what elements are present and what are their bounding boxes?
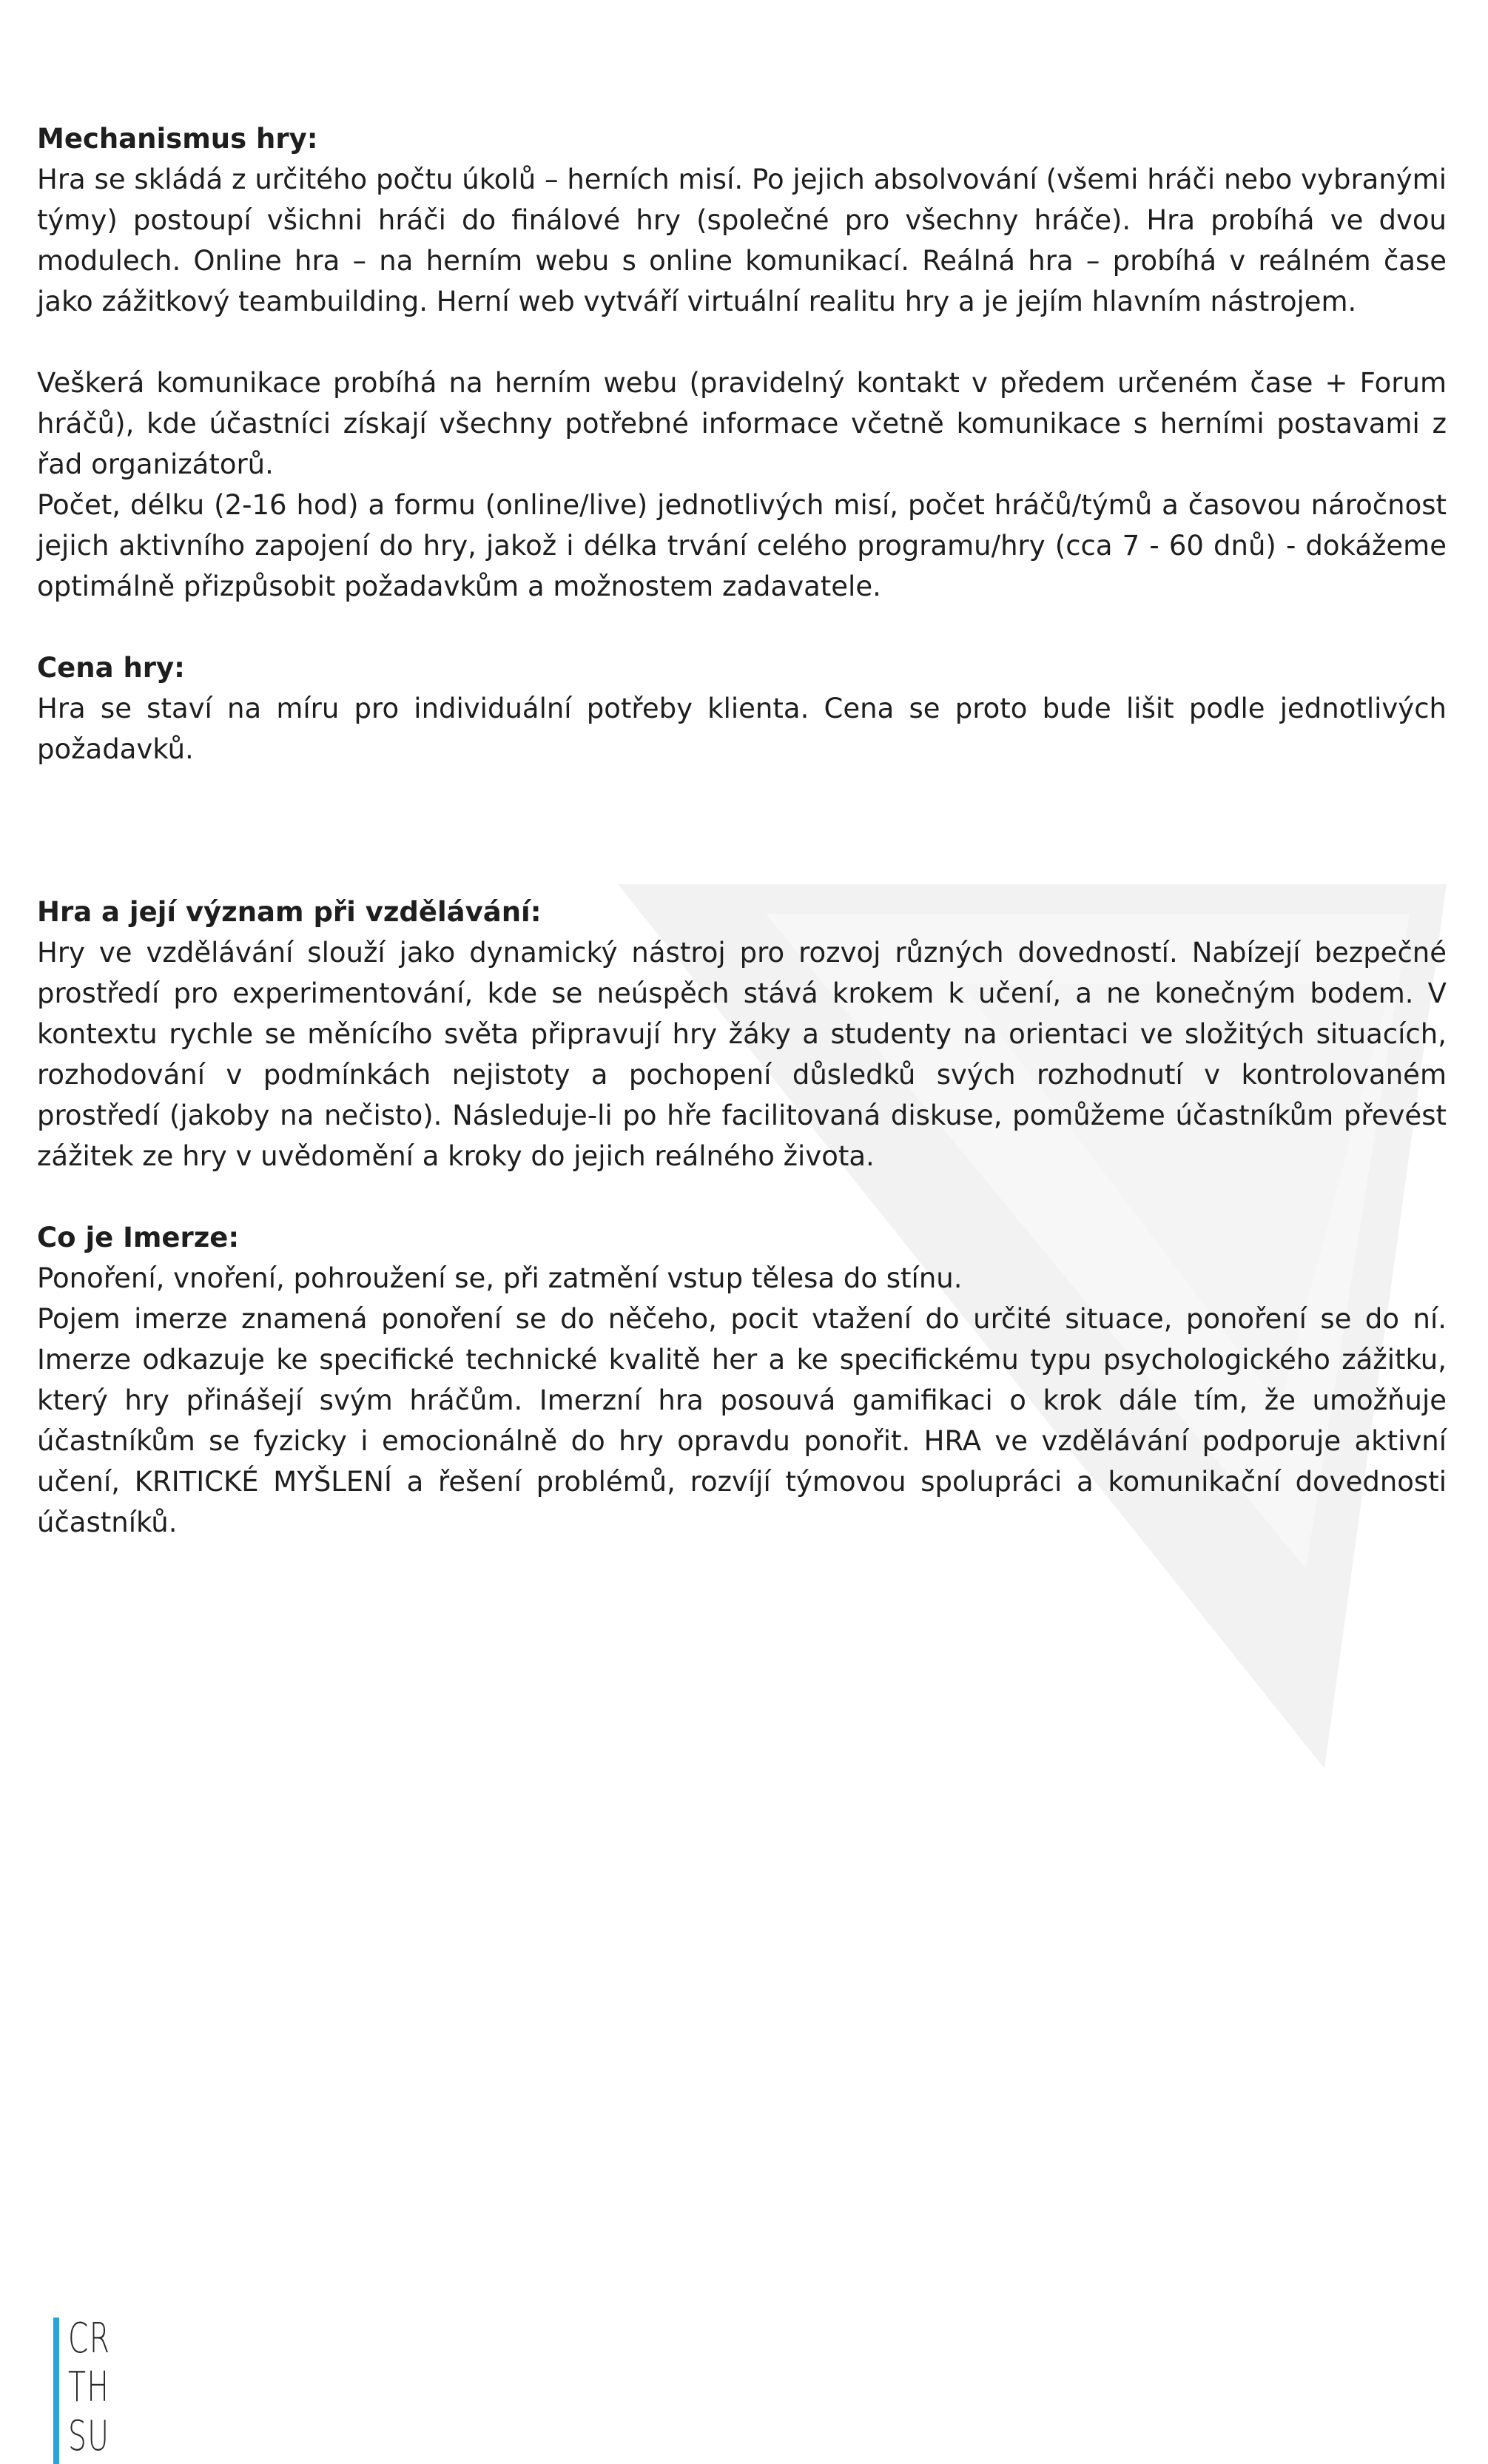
section-vyznam xyxy=(37,892,1447,1177)
section-heading: Hra a její význam při vzdělávání: xyxy=(37,896,542,928)
document-body xyxy=(37,118,1447,1543)
paragraph: Veškerá komunikace probíhá na herním webu (pravidelný kontakt v předem určeném čase + Forum hráčů), kde účastníci získají všechny potřebné informace včetně komunikace s herními postavami z řad organizátorů. xyxy=(37,367,1447,480)
section-imerze xyxy=(37,1217,1447,1543)
logo-accent-bar xyxy=(53,2317,59,2464)
paragraph: Hry ve vzdělávání slouží jako dynamický nástroj pro rozvoj různých dovedností. Nabízejí bezpečné prostředí pro experimentování, kde se neúspěch stává krokem k učení, a ne konečným bodem. V kontextu rychle se měnícího světa připravují hry žáky a studenty na orientaci ve složitých situacích, rozhodování v podmínkách nejistoty a pochopení důsledků svých rozhodnutí v kontrolovaném prostředí (jakoby na nečisto). Následuje-li po hře facilitovaná diskuse, pomůžeme účastníkům převést zážitek ze hry v uvědomění a kroky do jejich reálného života. xyxy=(37,937,1447,1172)
paragraph: Hra se skládá z určitého počtu úkolů – herních misí. Po jejich absolvování (všemi hráči nebo vybranými týmy) postoupí všichni hráči do finálové hry (společné pro všechny hráče). Hra probíhá ve dvou modulech. Online hra – na herním webu s online komunikací. Reálná hra – probíhá v reálném čase jako zážitkový teambuilding. Herní web vytváří virtuální realitu hry a je jejím hlavním nástrojem. xyxy=(37,164,1447,317)
logo-letters xyxy=(68,2315,129,2461)
paragraph: Počet, délku (2-16 hod) a formu (online/live) jednotlivých misí, počet hráčů/týmů a časovou náročnost jejich aktivního zapojení do hry, jakož i délka trvání celého programu/hry (cca 7 - 60 dnů) - dokážeme optimálně přizpůsobit požadavkům a možnostem zadavatele. xyxy=(37,489,1447,602)
paragraph: Pojem imerze znamená ponoření se do něčeho, pocit vtažení do určité situace, ponoření se do ní. Imerze odkazuje ke specifické technické kvalitě her a ke specifickému typu psychologického zážitku, který hry přinášejí svým hráčům. Imerzní hra posouvá gamifikaci o krok dále tím, že umožňuje účastníkům se fyzicky i emocionálně do hry opravdu ponořit. HRA ve vzdělávání podporuje aktivní učení, KRITICKÉ MYŠLENÍ a řešení problémů, rozvíjí týmovou spolupráci a komunikační dovednosti účastníků. xyxy=(37,1303,1447,1538)
section-mechanismus xyxy=(37,118,1447,607)
section-heading: Co je Imerze: xyxy=(37,1222,240,1253)
section-heading: Mechanismus hry: xyxy=(37,123,318,155)
section-cena xyxy=(37,647,1447,770)
section-heading: Cena hry: xyxy=(37,652,185,684)
paragraph: Hra se staví na míru pro individuální potřeby klienta. Cena se proto bude lišit podle jednotlivých požadavků. xyxy=(37,693,1447,765)
logo-line: TH xyxy=(68,2363,110,2411)
crthsu-logo xyxy=(53,2315,129,2464)
logo-line: SU xyxy=(68,2412,110,2460)
paragraph: Ponoření, vnoření, pohroužení se, při zatmění vstup tělesa do stínu. xyxy=(37,1262,963,1294)
logo-line: CR xyxy=(68,2315,111,2363)
